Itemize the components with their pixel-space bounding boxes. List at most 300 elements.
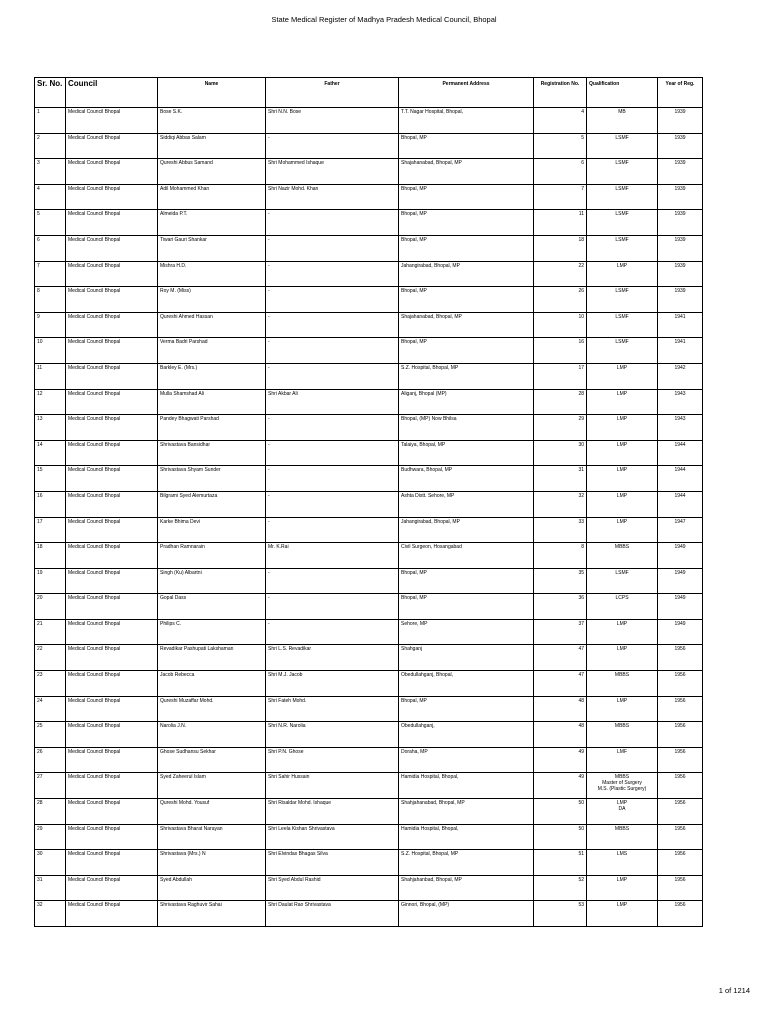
qualification-line: MBBS — [614, 723, 630, 730]
cell-qualification — [587, 850, 658, 876]
cell-sr-no: 19 — [35, 568, 66, 594]
cell-name: Shrivastava Raghuvir Sahai — [158, 901, 266, 927]
cell-qualification — [587, 645, 658, 671]
medical-register-table — [34, 77, 703, 927]
cell-address: Talaiya, Bhopal, MP — [399, 440, 534, 466]
cell-council: Medical Council Bhopal — [66, 363, 158, 389]
cell-council: Medical Council Bhopal — [66, 671, 158, 697]
cell-father: Shri L.S. Revadikar — [266, 645, 399, 671]
cell-address: Ginnori, Bhopal, (MP) — [399, 901, 534, 927]
cell-name: Ghose Sudhansu Sekhar — [158, 747, 266, 773]
cell-year: 1943 — [658, 415, 703, 441]
table-row — [35, 773, 703, 799]
cell-qualification — [587, 466, 658, 492]
cell-address: Bhopal, MP — [399, 133, 534, 159]
cell-sr-no: 14 — [35, 440, 66, 466]
cell-council: Medical Council Bhopal — [66, 261, 158, 287]
cell-father: Shri Nazir Mohd. Khan — [266, 184, 399, 210]
cell-registration-no: 6 — [534, 159, 587, 185]
cell-council: Medical Council Bhopal — [66, 568, 158, 594]
table-header-row — [35, 78, 703, 108]
cell-qualification — [587, 799, 658, 825]
cell-father: Shri Fateh Mohd. — [266, 696, 399, 722]
cell-year: 1943 — [658, 389, 703, 415]
cell-address: Shajahanabad, Bhopal, MP — [399, 159, 534, 185]
cell-qualification — [587, 875, 658, 901]
table-row — [35, 696, 703, 722]
table-row — [35, 747, 703, 773]
cell-qualification — [587, 773, 658, 799]
cell-father: Shri Leela Kishan Shrivastava — [266, 824, 399, 850]
header-father: Father — [266, 78, 399, 108]
cell-sr-no: 17 — [35, 517, 66, 543]
cell-registration-no: 35 — [534, 568, 587, 594]
cell-name: Philips C. — [158, 619, 266, 645]
cell-sr-no: 21 — [35, 619, 66, 645]
cell-father: - — [266, 312, 399, 338]
cell-registration-no: 7 — [534, 184, 587, 210]
cell-father: - — [266, 594, 399, 620]
table-row — [35, 619, 703, 645]
cell-father: - — [266, 287, 399, 313]
cell-qualification — [587, 363, 658, 389]
cell-year: 1949 — [658, 619, 703, 645]
cell-name: Tiwari Gauri Shankar — [158, 235, 266, 261]
qualification-line: LSMF — [615, 160, 629, 167]
cell-sr-no: 13 — [35, 415, 66, 441]
cell-address: Budhwara, Bhopal, MP — [399, 466, 534, 492]
qualification-line: LMP — [616, 262, 628, 269]
cell-address: Hamidia Hospital, Bhopal, — [399, 773, 534, 799]
cell-name: Adil Mohammed Khan — [158, 184, 266, 210]
table-row — [35, 543, 703, 569]
cell-name: Syed Abdullah — [158, 875, 266, 901]
qualification-line: LSMF — [615, 211, 629, 218]
cell-father: - — [266, 210, 399, 236]
cell-father: - — [266, 261, 399, 287]
table-row — [35, 184, 703, 210]
qualification-line: DA — [618, 806, 626, 813]
table-row — [35, 824, 703, 850]
cell-sr-no: 18 — [35, 543, 66, 569]
cell-name: Barkley E. (Mrs.) — [158, 363, 266, 389]
qualification-line: LMP — [616, 697, 628, 704]
cell-address: T.T. Nagar Hospital, Bhopal, — [399, 108, 534, 134]
cell-registration-no: 50 — [534, 799, 587, 825]
cell-year: 1956 — [658, 645, 703, 671]
qualification-line: LSMF — [615, 185, 629, 192]
cell-qualification — [587, 491, 658, 517]
cell-name: Jacob Rebecca — [158, 671, 266, 697]
cell-qualification — [587, 210, 658, 236]
table-row — [35, 338, 703, 364]
cell-registration-no: 51 — [534, 850, 587, 876]
cell-council: Medical Council Bhopal — [66, 824, 158, 850]
qualification-line: LMP — [616, 467, 628, 474]
cell-council: Medical Council Bhopal — [66, 901, 158, 927]
qualification-line: MBBS — [614, 774, 630, 781]
cell-council: Medical Council Bhopal — [66, 645, 158, 671]
qualification-line: LMP — [616, 902, 628, 909]
cell-address: Hamidia Hospital, Bhopal, — [399, 824, 534, 850]
cell-council: Medical Council Bhopal — [66, 773, 158, 799]
cell-father: Shri Risaldar Mohd. Ishaque — [266, 799, 399, 825]
cell-year: 1956 — [658, 875, 703, 901]
table-row — [35, 287, 703, 313]
cell-registration-no: 50 — [534, 824, 587, 850]
table-row — [35, 210, 703, 236]
cell-father: - — [266, 619, 399, 645]
header-sr-no: Sr. No. — [35, 78, 66, 108]
cell-name: Bose S.K. — [158, 108, 266, 134]
cell-address: Sehore, MP — [399, 619, 534, 645]
cell-qualification — [587, 184, 658, 210]
cell-registration-no: 47 — [534, 671, 587, 697]
table-row — [35, 799, 703, 825]
cell-qualification — [587, 722, 658, 748]
cell-sr-no: 2 — [35, 133, 66, 159]
cell-year: 1949 — [658, 568, 703, 594]
cell-qualification — [587, 261, 658, 287]
cell-name: Roy M. (Miss) — [158, 287, 266, 313]
cell-name: Narolia J.N. — [158, 722, 266, 748]
cell-council: Medical Council Bhopal — [66, 875, 158, 901]
header-council: Council — [66, 78, 158, 108]
cell-sr-no: 16 — [35, 491, 66, 517]
cell-sr-no: 1 — [35, 108, 66, 134]
qualification-line: LMP — [616, 416, 628, 423]
table-row — [35, 722, 703, 748]
cell-registration-no: 30 — [534, 440, 587, 466]
cell-father: Shri M.J. Jacob — [266, 671, 399, 697]
cell-address: Obedullahganj, — [399, 722, 534, 748]
cell-council: Medical Council Bhopal — [66, 747, 158, 773]
cell-qualification — [587, 543, 658, 569]
cell-year: 1956 — [658, 671, 703, 697]
table-row — [35, 312, 703, 338]
cell-father: Shri Elvindas Bhagas Silva — [266, 850, 399, 876]
cell-address: S.Z. Hospital, Bhopal, MP — [399, 363, 534, 389]
cell-registration-no: 17 — [534, 363, 587, 389]
cell-year: 1939 — [658, 210, 703, 236]
cell-council: Medical Council Bhopal — [66, 491, 158, 517]
cell-year: 1942 — [658, 363, 703, 389]
cell-name: Shrivastava Bansidhar — [158, 440, 266, 466]
cell-registration-no: 49 — [534, 773, 587, 799]
cell-address: Jahangirabad, Bhopal, MP — [399, 517, 534, 543]
cell-address: S.Z. Hospital, Bhopal, MP — [399, 850, 534, 876]
table-row — [35, 108, 703, 134]
cell-registration-no: 53 — [534, 901, 587, 927]
cell-council: Medical Council Bhopal — [66, 389, 158, 415]
cell-address: Bhopal, MP — [399, 235, 534, 261]
cell-sr-no: 32 — [35, 901, 66, 927]
cell-qualification — [587, 517, 658, 543]
cell-sr-no: 23 — [35, 671, 66, 697]
cell-council: Medical Council Bhopal — [66, 517, 158, 543]
cell-sr-no: 26 — [35, 747, 66, 773]
cell-sr-no: 24 — [35, 696, 66, 722]
cell-father: Shri Akbar Ali — [266, 389, 399, 415]
cell-registration-no: 37 — [534, 619, 587, 645]
cell-sr-no: 12 — [35, 389, 66, 415]
cell-qualification — [587, 312, 658, 338]
cell-name: Gopal Dass — [158, 594, 266, 620]
table-row — [35, 875, 703, 901]
table-row — [35, 159, 703, 185]
cell-name: Singh (Ku) Albartni — [158, 568, 266, 594]
cell-name: Verma Badri Parshad — [158, 338, 266, 364]
header-registration-no: Registration No. — [534, 78, 587, 108]
cell-address: Bhopal, MP — [399, 287, 534, 313]
cell-address: Doraha, MP — [399, 747, 534, 773]
qualification-line: LSMF — [615, 236, 629, 243]
cell-year: 1947 — [658, 517, 703, 543]
cell-year: 1944 — [658, 466, 703, 492]
cell-council: Medical Council Bhopal — [66, 799, 158, 825]
cell-year: 1941 — [658, 312, 703, 338]
cell-father: Shri Daulat Rao Shrivastava — [266, 901, 399, 927]
table-row — [35, 466, 703, 492]
cell-name: Qureshi Mohd. Yousuf — [158, 799, 266, 825]
cell-registration-no: 5 — [534, 133, 587, 159]
cell-father: Shri P.N. Ghose — [266, 747, 399, 773]
cell-year: 1944 — [658, 440, 703, 466]
cell-address: Bhopal, MP — [399, 338, 534, 364]
cell-council: Medical Council Bhopal — [66, 210, 158, 236]
cell-address: Shajahanabad, Bhopal, MP — [399, 312, 534, 338]
cell-father: Shri Sahir Hussain — [266, 773, 399, 799]
cell-name: Syed Zaheerul Islam — [158, 773, 266, 799]
cell-father: - — [266, 415, 399, 441]
cell-sr-no: 3 — [35, 159, 66, 185]
table-row — [35, 415, 703, 441]
cell-qualification — [587, 568, 658, 594]
cell-registration-no: 26 — [534, 287, 587, 313]
qualification-line: LMP — [616, 800, 628, 807]
cell-council: Medical Council Bhopal — [66, 108, 158, 134]
table-row — [35, 389, 703, 415]
cell-year: 1956 — [658, 901, 703, 927]
cell-registration-no: 52 — [534, 875, 587, 901]
cell-qualification — [587, 824, 658, 850]
cell-qualification — [587, 671, 658, 697]
cell-registration-no: 8 — [534, 543, 587, 569]
header-qualification: Qualification — [587, 78, 658, 108]
cell-address: Civil Surgeon, Hosangabad — [399, 543, 534, 569]
cell-year: 1939 — [658, 159, 703, 185]
header-year-of-reg: Year of Reg. — [658, 78, 703, 108]
qualification-line: MBBS — [614, 825, 630, 832]
cell-address: Bhopal, (MP) Now Bhilsa — [399, 415, 534, 441]
cell-registration-no: 18 — [534, 235, 587, 261]
qualification-line: LMP — [616, 390, 628, 397]
table-row — [35, 517, 703, 543]
cell-name: Shrivastava Bharat Narayan — [158, 824, 266, 850]
cell-year: 1949 — [658, 543, 703, 569]
cell-name: Mulla Shamshad Ali — [158, 389, 266, 415]
cell-year: 1956 — [658, 722, 703, 748]
cell-year: 1939 — [658, 261, 703, 287]
cell-registration-no: 36 — [534, 594, 587, 620]
cell-address: Bhopal, MP — [399, 210, 534, 236]
cell-father: Shri N.N. Bose — [266, 108, 399, 134]
table-row — [35, 901, 703, 927]
cell-registration-no: 32 — [534, 491, 587, 517]
table-row — [35, 491, 703, 517]
qualification-line: LSMF — [615, 313, 629, 320]
cell-name: Shrivastava Shyam Sunder — [158, 466, 266, 492]
table-row — [35, 850, 703, 876]
cell-name: Revadikar Pashupati Lakshaman — [158, 645, 266, 671]
cell-sr-no: 4 — [35, 184, 66, 210]
table-row — [35, 671, 703, 697]
cell-council: Medical Council Bhopal — [66, 235, 158, 261]
cell-sr-no: 9 — [35, 312, 66, 338]
cell-sr-no: 15 — [35, 466, 66, 492]
qualification-line: LSMF — [615, 288, 629, 295]
cell-name: Siddiqi Abbas Salam — [158, 133, 266, 159]
cell-council: Medical Council Bhopal — [66, 696, 158, 722]
cell-sr-no: 7 — [35, 261, 66, 287]
cell-council: Medical Council Bhopal — [66, 312, 158, 338]
cell-father: Mr. K.Rai — [266, 543, 399, 569]
cell-registration-no: 48 — [534, 722, 587, 748]
qualification-line: LMP — [616, 646, 628, 653]
header-name: Name — [158, 78, 266, 108]
cell-address: Shahjahanbad, Bhopal, MP — [399, 875, 534, 901]
cell-registration-no: 33 — [534, 517, 587, 543]
cell-qualification — [587, 747, 658, 773]
cell-qualification — [587, 440, 658, 466]
cell-council: Medical Council Bhopal — [66, 850, 158, 876]
cell-sr-no: 10 — [35, 338, 66, 364]
cell-qualification — [587, 415, 658, 441]
cell-name: Almeida P.T. — [158, 210, 266, 236]
cell-council: Medical Council Bhopal — [66, 594, 158, 620]
cell-sr-no: 25 — [35, 722, 66, 748]
table-row — [35, 363, 703, 389]
cell-year: 1956 — [658, 747, 703, 773]
qualification-line: LMP — [616, 518, 628, 525]
cell-address: Bhopal, MP — [399, 184, 534, 210]
cell-year: 1939 — [658, 108, 703, 134]
cell-council: Medical Council Bhopal — [66, 466, 158, 492]
cell-address: Jahangirabad, Bhopal, MP — [399, 261, 534, 287]
qualification-line: LMS — [616, 851, 628, 858]
qualification-line: Master of Surgery — [602, 780, 642, 787]
cell-name: Karke Bhima Devi — [158, 517, 266, 543]
qualification-line: MB — [618, 109, 626, 115]
cell-registration-no: 22 — [534, 261, 587, 287]
document-title: State Medical Register of Madhya Pradesh Medical Council, Bhopal — [271, 15, 497, 24]
page-indicator: 1 of 1214 — [718, 986, 750, 995]
cell-year: 1939 — [658, 287, 703, 313]
cell-year: 1939 — [658, 184, 703, 210]
cell-name: Qureshi Abbus Samand — [158, 159, 266, 185]
cell-father: - — [266, 338, 399, 364]
cell-father: Shri Mohammed Ishaque — [266, 159, 399, 185]
table-row — [35, 645, 703, 671]
cell-registration-no: 48 — [534, 696, 587, 722]
cell-year: 1939 — [658, 235, 703, 261]
cell-registration-no: 49 — [534, 747, 587, 773]
cell-year: 1956 — [658, 850, 703, 876]
cell-qualification — [587, 133, 658, 159]
cell-council: Medical Council Bhopal — [66, 543, 158, 569]
qualification-line: M.S. (Plastic Surgery) — [597, 786, 647, 793]
cell-qualification — [587, 594, 658, 620]
cell-name: Pradhan Ramnarain — [158, 543, 266, 569]
cell-registration-no: 31 — [534, 466, 587, 492]
cell-council: Medical Council Bhopal — [66, 287, 158, 313]
cell-qualification — [587, 287, 658, 313]
cell-council: Medical Council Bhopal — [66, 440, 158, 466]
cell-year: 1944 — [658, 491, 703, 517]
cell-father: - — [266, 133, 399, 159]
cell-council: Medical Council Bhopal — [66, 338, 158, 364]
cell-year: 1956 — [658, 799, 703, 825]
cell-father: - — [266, 568, 399, 594]
cell-registration-no: 10 — [534, 312, 587, 338]
cell-year: 1956 — [658, 773, 703, 799]
qualification-line: LSMF — [615, 134, 629, 141]
cell-registration-no: 28 — [534, 389, 587, 415]
cell-address: Shahjahanabad, Bhopal, MP — [399, 799, 534, 825]
cell-council: Medical Council Bhopal — [66, 133, 158, 159]
cell-address: Ashta Distt. Sehore, MP — [399, 491, 534, 517]
cell-qualification — [587, 389, 658, 415]
qualification-line: LMP — [616, 492, 628, 499]
cell-council: Medical Council Bhopal — [66, 415, 158, 441]
cell-sr-no: 8 — [35, 287, 66, 313]
qualification-line: LMP — [616, 441, 628, 448]
cell-address: Shahganj — [399, 645, 534, 671]
cell-address: Obedullahganj, Bhopal, — [399, 671, 534, 697]
cell-council: Medical Council Bhopal — [66, 159, 158, 185]
cell-father: - — [266, 440, 399, 466]
cell-father: - — [266, 363, 399, 389]
cell-name: Shrivastava (Mrs.) N — [158, 850, 266, 876]
cell-year: 1949 — [658, 594, 703, 620]
table-row — [35, 568, 703, 594]
cell-year: 1956 — [658, 824, 703, 850]
table-body — [35, 108, 703, 927]
cell-name: Bilgrami Syed Alemurtaza — [158, 491, 266, 517]
cell-qualification — [587, 696, 658, 722]
cell-registration-no: 4 — [534, 108, 587, 134]
cell-name: Qureshi Muzaffar Mohd. — [158, 696, 266, 722]
qualification-line: MBBS — [614, 672, 630, 679]
cell-council: Medical Council Bhopal — [66, 722, 158, 748]
cell-council: Medical Council Bhopal — [66, 184, 158, 210]
cell-sr-no: 29 — [35, 824, 66, 850]
cell-father: - — [266, 466, 399, 492]
cell-qualification — [587, 619, 658, 645]
table-row — [35, 261, 703, 287]
cell-address: Aliganj, Bhopal (MP) — [399, 389, 534, 415]
cell-registration-no: 11 — [534, 210, 587, 236]
cell-year: 1956 — [658, 696, 703, 722]
table-row — [35, 440, 703, 466]
header-permanent-address: Permanent Address — [399, 78, 534, 108]
cell-sr-no: 6 — [35, 235, 66, 261]
cell-father: Shri Syed Abdul Rashid — [266, 875, 399, 901]
cell-father: - — [266, 235, 399, 261]
qualification-line: LSMF — [615, 569, 629, 576]
qualification-line: LMP — [616, 620, 628, 627]
table-row — [35, 594, 703, 620]
